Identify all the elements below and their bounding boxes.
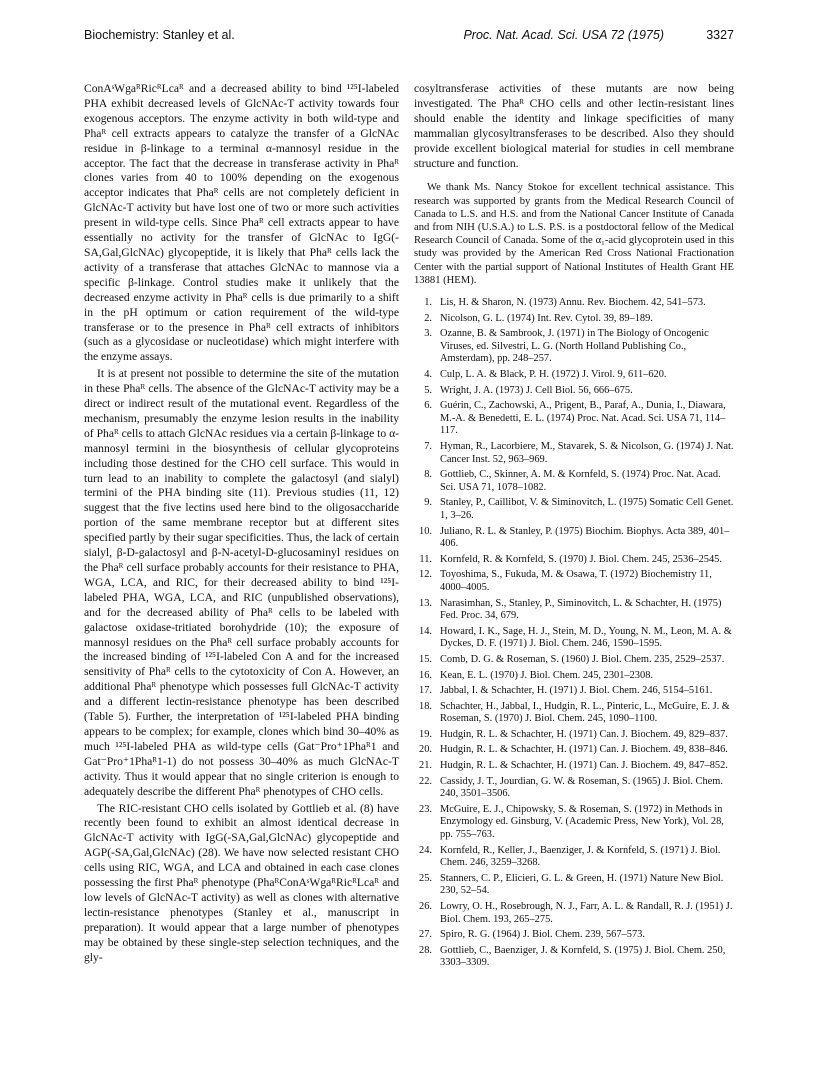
reference-text: Lis, H. & Sharon, N. (1973) Annu. Rev. Biochem. 42, 541–573.: [440, 297, 706, 309]
reference-item: [414, 554, 734, 567]
reference-text: Toyoshima, S., Fukuda, M. & Osawa, T. (1972) Biochemistry 11, 4000–4005.: [440, 569, 712, 593]
reference-text: Gottlieb, C., Baenziger, J. & Kornfeld, S. (1975) J. Biol. Chem. 250, 3303–3309.: [440, 944, 726, 969]
reference-text: Kornfeld, R., Keller, J., Baenziger, J. & Kornfeld, S. (1971) J. Biol. Chem. 246, 3259–3268.: [440, 844, 721, 869]
reference-number: 9.: [424, 497, 432, 509]
reference-number: 12.: [419, 569, 432, 581]
reference-item: [414, 929, 734, 942]
reference-number: 3.: [424, 328, 432, 340]
reference-text: McGuire, E. J., Chipowsky, S. & Roseman, S. (1972) in Methods in Enzymology ed. Ginsburg, V. (Academic Press, New York), Vol. 28, pp. 755–763.: [440, 803, 724, 841]
reference-item: [414, 804, 734, 842]
reference-item: [414, 701, 734, 726]
reference-number: 22.: [419, 775, 432, 787]
reference-text: Guérin, C., Zachowski, A., Prigent, B., Paraf, A., Dunia, I., Diawara, M.-A. & Benedetti, E. L. (1974) Proc. Nat. Acad. Sci. USA 71, 114–117.: [440, 400, 726, 437]
reference-number: 28.: [419, 944, 432, 956]
reference-text: Hudgin, R. L. & Schachter, H. (1971) Can. J. Biochem. 49, 847–852.: [440, 760, 728, 772]
reference-number: 2.: [424, 312, 432, 324]
reference-number: 8.: [424, 469, 432, 481]
journal-citation: [463, 28, 664, 42]
reference-text: Gottlieb, C., Skinner, A. M. & Kornfeld, S. (1974) Proc. Nat. Acad. Sci. USA 71, 1078–1082.: [440, 469, 721, 493]
reference-text: Nicolson, G. L. (1974) Int. Rev. Cytol. 39, 89–189.: [440, 312, 653, 324]
reference-text: Cassidy, J. T., Jourdian, G. W. & Roseman, S. (1965) J. Biol. Chem. 240, 3501–3506.: [440, 775, 723, 800]
reference-item: [414, 670, 734, 683]
left-column: [84, 82, 399, 965]
reference-number: 26.: [419, 901, 432, 912]
reference-item: [414, 598, 734, 623]
reference-text: Wright, J. A. (1973) J. Cell Biol. 56, 666–675.: [440, 384, 633, 396]
reference-item: [414, 776, 734, 801]
reference-item: [414, 626, 734, 651]
running-title: Biochemistry: Stanley et al.: [84, 28, 235, 42]
reference-text: Kornfeld, R. & Kornfeld, S. (1970) J. Biol. Chem. 245, 2536–2545.: [440, 553, 722, 565]
reference-item: [414, 497, 734, 522]
reference-item: [414, 441, 734, 466]
reference-number: 21.: [419, 760, 432, 772]
reference-text: Stanley, P., Caillibot, V. & Siminovitch, L. (1975) Somatic Cell Genet. 1, 3–26.: [440, 497, 734, 521]
reference-number: 14.: [419, 625, 432, 637]
reference-text: Stanners, C. P., Elicieri, G. L. & Green, H. (1971) Nature New Biol. 230, 52–54.: [440, 872, 724, 897]
journal-name: Proc. Nat. Acad. Sci. USA 72 (1975): [463, 28, 664, 42]
reference-item: [414, 685, 734, 698]
reference-text: Hyman, R., Lacorbiere, M., Stavarek, S. & Nicolson, G. (1974) J. Nat. Cancer Inst. 52, 963–969.: [440, 441, 734, 465]
reference-text: Schachter, H., Jabbal, I., Hudgin, R. L., Pinteric, L., McGuire, E. J. & Roseman, S. (1970) J. Biol. Chem. 245, 1090–1100.: [440, 700, 730, 725]
reference-text: Kean, E. L. (1970) J. Biol. Chem. 245, 2301–2308.: [440, 669, 653, 681]
reference-list: [414, 297, 734, 970]
reference-item: [414, 744, 734, 757]
reference-text: Spiro, R. G. (1964) J. Biol. Chem. 239, 567–573.: [440, 929, 645, 941]
reference-text: Ozanne, B. & Sambrook, J. (1971) in The Biology of Oncogenic Viruses, ed. Silvestri, L. G. (North Holland Publishing Co., Amsterdam), pp. 248–257.: [440, 328, 709, 365]
reference-item: [414, 729, 734, 742]
paragraph: cosyltransferase activities of these mutants are now being investigated. The Phaᴿ CHO cells and other lectin-resistant lines should enable the identity and linkage specificities of many mammalian glycosyltransferases to be described. Also they should provide excellent biological material for studies in cell membrane structure and function.: [414, 82, 734, 170]
reference-text: Hudgin, R. L. & Schachter, H. (1971) Can. J. Biochem. 49, 838–846.: [440, 744, 728, 756]
reference-number: 24.: [419, 844, 432, 856]
paragraph: ConAˢWgaᴿRicᴿLcaᴿ and a decreased ability to bind ¹²⁵I-labeled PHA exhibit decreased levels of GlcNAc-T activity towards four exogenous acceptors. The enzyme activity in both wild-type and Phaᴿ cell extracts appears to catalyze the transfer of a GlcNAc residue in β-linkage to a terminal α-mannosyl residue in the acceptor. The fact that the decrease in transferase activity in Phaᴿ clones varies from 40 to 100% depending on the exogenous acceptor indicates that Phaᴿ cells are not completely deficient in GlcNAc-T activity but have lost one of two or more such activities present in wild-type cells. Since Phaᴿ cell extracts appear to have essentially no activity for the transfer of GlcNAc to IgG(-SA,Gal,GlcNAc) glycopeptide, it is likely that Phaᴿ cells lack the activity of a transferase that attaches GlcNAc to mannose via a specific β-linkage. Control studies make it unlikely that the decreased enzyme activity in Phaᴿ cells is due primarily to a shift in the pH optimum or cation requirement of the wild-type transferase or to the presence in Phaᴿ cell extracts of inhibitors (such as a glycosidase or nucleotidase) which might interfere with the enzyme assays.: [84, 82, 399, 364]
reference-number: 23.: [419, 803, 432, 815]
reference-item: [414, 400, 734, 438]
reference-item: [414, 297, 734, 310]
paragraph: The RIC-resistant CHO cells isolated by Gottlieb et al. (8) have recently been found to exhibit an almost identical decrease in GlcNAc-T activity with IgG(-SA,Gal,GlcNAc) glycopeptide and AGP(-SA,Gal,GlcNAc) (28). We have now selected resistant CHO cells using RIC, WGA, and LCA and obtained in each case clones possessing the first Phaᴿ phenotype (PhaᴿConAˢWgaᴿRicᴿLcaᴿ and low levels of GlcNAc-T activity) as well as clones with alternative lectin-resistance phenotypes (Stanley et al., manuscript in preparation). It would appear that a large number of phenotypes may be obtained by these single-step selection techniques, and the gly-: [84, 801, 399, 964]
reference-item: [414, 901, 734, 926]
reference-number: 1.: [424, 297, 432, 309]
reference-item: [414, 945, 734, 970]
reference-item: [414, 569, 734, 594]
reference-number: 15.: [419, 653, 432, 665]
reference-number: 20.: [419, 744, 432, 756]
right-column: [414, 82, 734, 973]
reference-text: Jabbal, I. & Schachter, H. (1971) J. Biol. Chem. 246, 5154–5161.: [440, 685, 713, 697]
reference-item: [414, 385, 734, 398]
page-header: [84, 28, 734, 48]
reference-number: 7.: [424, 441, 432, 452]
reference-item: [414, 873, 734, 898]
reference-item: [414, 328, 734, 366]
reference-text: Narasimhan, S., Stanley, P., Siminovitch, L. & Schachter, H. (1975) Fed. Proc. 34, 679.: [440, 597, 722, 622]
reference-item: [414, 369, 734, 382]
paragraph: It is at present not possible to determine the site of the mutation in these Phaᴿ cells. The absence of the GlcNAc-T activity may be a direct or indirect result of the mutational event. Regardless of the mechanism, presumably the enzyme lesion results in the inability of Phaᴿ cells to attach GlcNAc residues via a certain β-linkage to α-mannosyl termini in the biosynthesis of cellular glycoproteins including those destined for the CHO cell surface. This would in turn lead to an inability to complete the galactosyl (and sialyl) termini of the PHA binding site (11). Previous studies (11, 12) suggest that the five lectins used here bind to the oligosaccharide portion of the same membrane receptor but at different sites specified partly by their sugar specificities. Thus, the lack of certain sialyl, β-D-galactosyl and β-N-acetyl-D-glucosaminyl residues on the Phaᴿ cell surface probably accounts for their resistance to PHA, WGA, LCA, and RIC, for their decreased ability to bind ¹²⁵I-labeled PHA, WGA, LCA, and RIC (unpublished observations), and for the decreased ability of Phaᴿ cells to be labeled with galactose oxidase-tritiated borohydride (10); the exposure of mannosyl residues on the Phaᴿ cell surface probably accounts for the increased binding of ¹²⁵I-labeled Con A and for the increased sensitivity of Phaᴿ cells to the cytotoxicity of Con A. However, an additional Phaᴿ phenotype which possesses full GlcNAc-T activity and a different lectin-resistance phenotype has been described (Table 5). Further, the interpretation of ¹²⁵I-labeled PHA binding appears to be complex; for example, clones which bind 30–40% as much ¹²⁵I-labeled PHA as wild-type cells (Gat⁻Pro⁺1Phaᴿ1 and Gat⁻Pro⁺1Phaᴿ1-1) do not possess 30–40% as much GlcNAc-T activity. Thus it would appear that no single criterion is enough to adequately describe the different Phaᴿ phenotypes of CHO cells.: [84, 367, 399, 798]
reference-text: Hudgin, R. L. & Schachter, H. (1971) Can. J. Biochem. 49, 829–837.: [440, 728, 728, 740]
reference-text: Howard, I. K., Sage, H. J., Stein, M. D., Young, N. M., Leon, M. A. & Dyckes, D. F. (1971) J. Biol. Chem. 246, 1590–1595.: [440, 625, 732, 650]
reference-number: 27.: [419, 929, 432, 941]
reference-item: [414, 526, 734, 551]
reference-number: 18.: [419, 700, 432, 712]
reference-number: 19.: [419, 728, 432, 740]
reference-number: 6.: [424, 400, 432, 412]
reference-number: 4.: [424, 369, 432, 381]
page-number: 3327: [706, 28, 734, 42]
reference-number: 10.: [419, 525, 432, 537]
reference-item: [414, 654, 734, 667]
reference-text: Comb, D. G. & Roseman, S. (1960) J. Biol. Chem. 235, 2529–2537.: [440, 653, 725, 665]
reference-number: 17.: [419, 685, 432, 697]
reference-text: Lowry, O. H., Rosebrough, N. J., Farr, A. L. & Randall, R. J. (1951) J. Biol. Chem. 193, 265–275.: [440, 901, 733, 925]
reference-item: [414, 313, 734, 326]
reference-number: 13.: [419, 597, 432, 609]
reference-number: 11.: [419, 553, 432, 565]
reference-item: [414, 760, 734, 773]
reference-item: [414, 469, 734, 494]
reference-text: Culp, L. A. & Black, P. H. (1972) J. Virol. 9, 611–620.: [440, 369, 667, 381]
reference-item: [414, 845, 734, 870]
reference-number: 5.: [424, 384, 432, 396]
reference-text: Juliano, R. L. & Stanley, P. (1975) Biochim. Biophys. Acta 389, 401–406.: [440, 525, 730, 550]
reference-number: 25.: [419, 872, 432, 884]
reference-number: 16.: [419, 669, 432, 681]
acknowledgment: We thank Ms. Nancy Stokoe for excellent technical assistance. This research was supported by grants from the Medical Research Council of Canada to L.S. and H.S. and from the National Cancer Institute of Canada and from NIH (U.S.A.) to L.S. P.S. is a postdoctoral fellow of the Medical Research Council of Canada. Some of the α₁-acid glycoprotein used in this study was provided by the American Red Cross National Fractionation Center with the partial support of National Institutes of Health Grant HE 13881 (HEM).: [414, 182, 734, 286]
